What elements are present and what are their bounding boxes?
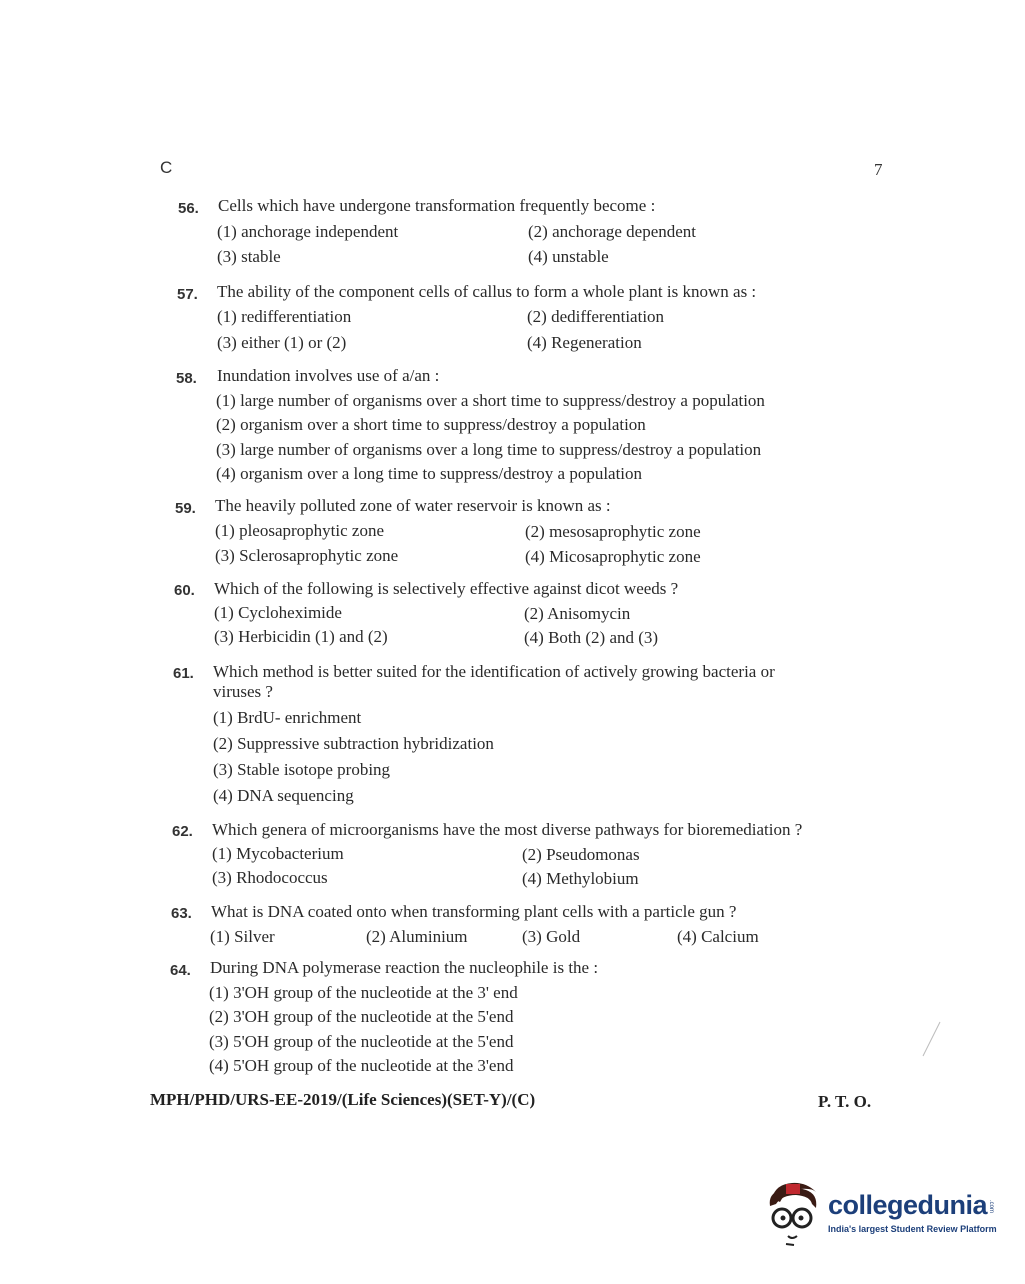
option: (3) stable [217,247,281,266]
option: (2) anchorage dependent [528,222,697,241]
question-number: 57. [177,286,198,303]
option: (4) 5'OH group of the nucleotide at the 3'end [209,1056,514,1075]
question-text: The heavily polluted zone of water reservoir is known as : [215,496,611,515]
option: (3) either (1) or (2) [217,333,347,352]
pto-label: P. T. O. [818,1092,872,1111]
question-text: Which of the following is selectively effective against dicot weeds ? [214,579,679,598]
question-number: 62. [172,823,193,840]
collegedunia-logo [766,1180,996,1250]
option: (2) Suppressive subtraction hybridization [213,734,494,753]
option: (3) large number of organisms over a long time to suppress/destroy a population [216,440,762,459]
question-text: Cells which have undergone transformation frequently become : [218,196,656,215]
option: (2) Pseudomonas [522,845,640,864]
question-text: Inundation involves use of a/an : [217,366,440,385]
option: (1) Cycloheximide [214,603,342,622]
option: (4) organism over a long time to suppress/destroy a population [216,464,643,483]
question-number: 58. [176,370,197,387]
option: (3) Gold [522,927,581,946]
question-number: 64. [170,962,191,979]
option: (3) 5'OH group of the nucleotide at the 5'end [209,1032,514,1051]
option: (1) Mycobacterium [212,844,344,863]
option: (4) Calcium [677,927,759,946]
option: (4) Both (2) and (3) [524,628,659,647]
option: (4) Methylobium [522,869,639,888]
logo-domain: .com [988,1200,994,1214]
option: (1) anchorage independent [217,222,399,241]
option: (1) Silver [210,927,275,946]
question-text: During DNA polymerase reaction the nucleophile is the : [210,958,599,977]
option: (4) Micosaprophytic zone [525,547,701,566]
option: (2) mesosaprophytic zone [525,522,701,541]
option: (2) organism over a short time to suppress/destroy a population [216,415,646,434]
option: (1) pleosaprophytic zone [215,521,384,540]
question-number: 61. [173,665,194,682]
option: (2) 3'OH group of the nucleotide at the 5'end [209,1007,514,1026]
question-text-line-2: viruses ? [213,682,273,701]
option: (4) unstable [528,247,609,266]
question-text: What is DNA coated onto when transforming plant cells with a particle gun ? [211,902,737,921]
question-number: 59. [175,500,196,517]
option: (3) Sclerosaprophytic zone [215,546,399,565]
option: (1) BrdU- enrichment [213,708,362,727]
logo-mascot-icon [766,1180,826,1250]
pen-mark [920,1020,942,1058]
option: (1) 3'OH group of the nucleotide at the 3' end [209,983,518,1002]
option: (2) dedifferentiation [527,307,665,326]
option: (4) Regeneration [527,333,642,352]
question-text-line-1: Which method is better suited for the identification of actively growing bacteria or [213,662,775,681]
option: (1) redifferentiation [217,307,352,326]
option: (1) large number of organisms over a short time to suppress/destroy a population [216,391,765,410]
option: (3) Rhodococcus [212,868,328,887]
option: (3) Stable isotope probing [213,760,391,779]
option: (4) DNA sequencing [213,786,354,805]
option: (3) Herbicidin (1) and (2) [214,627,388,646]
question-number: 56. [178,200,199,217]
question-text: Which genera of microorganisms have the most diverse pathways for bioremediation ? [212,820,803,839]
logo-wordmark: collegedunia [828,1190,988,1220]
question-number: 60. [174,582,195,599]
option: (2) Anisomycin [524,604,631,623]
logo-tagline: India's largest Student Review Platform [828,1224,997,1234]
page-number: 7 [874,160,883,179]
set-letter: C [160,158,173,177]
exam-code: MPH/PHD/URS-EE-2019/(Life Sciences)(SET-Y)/(C) [150,1090,536,1109]
question-number: 63. [171,905,192,922]
option: (2) Aluminium [366,927,468,946]
question-text: The ability of the component cells of callus to form a whole plant is known as : [217,282,757,301]
